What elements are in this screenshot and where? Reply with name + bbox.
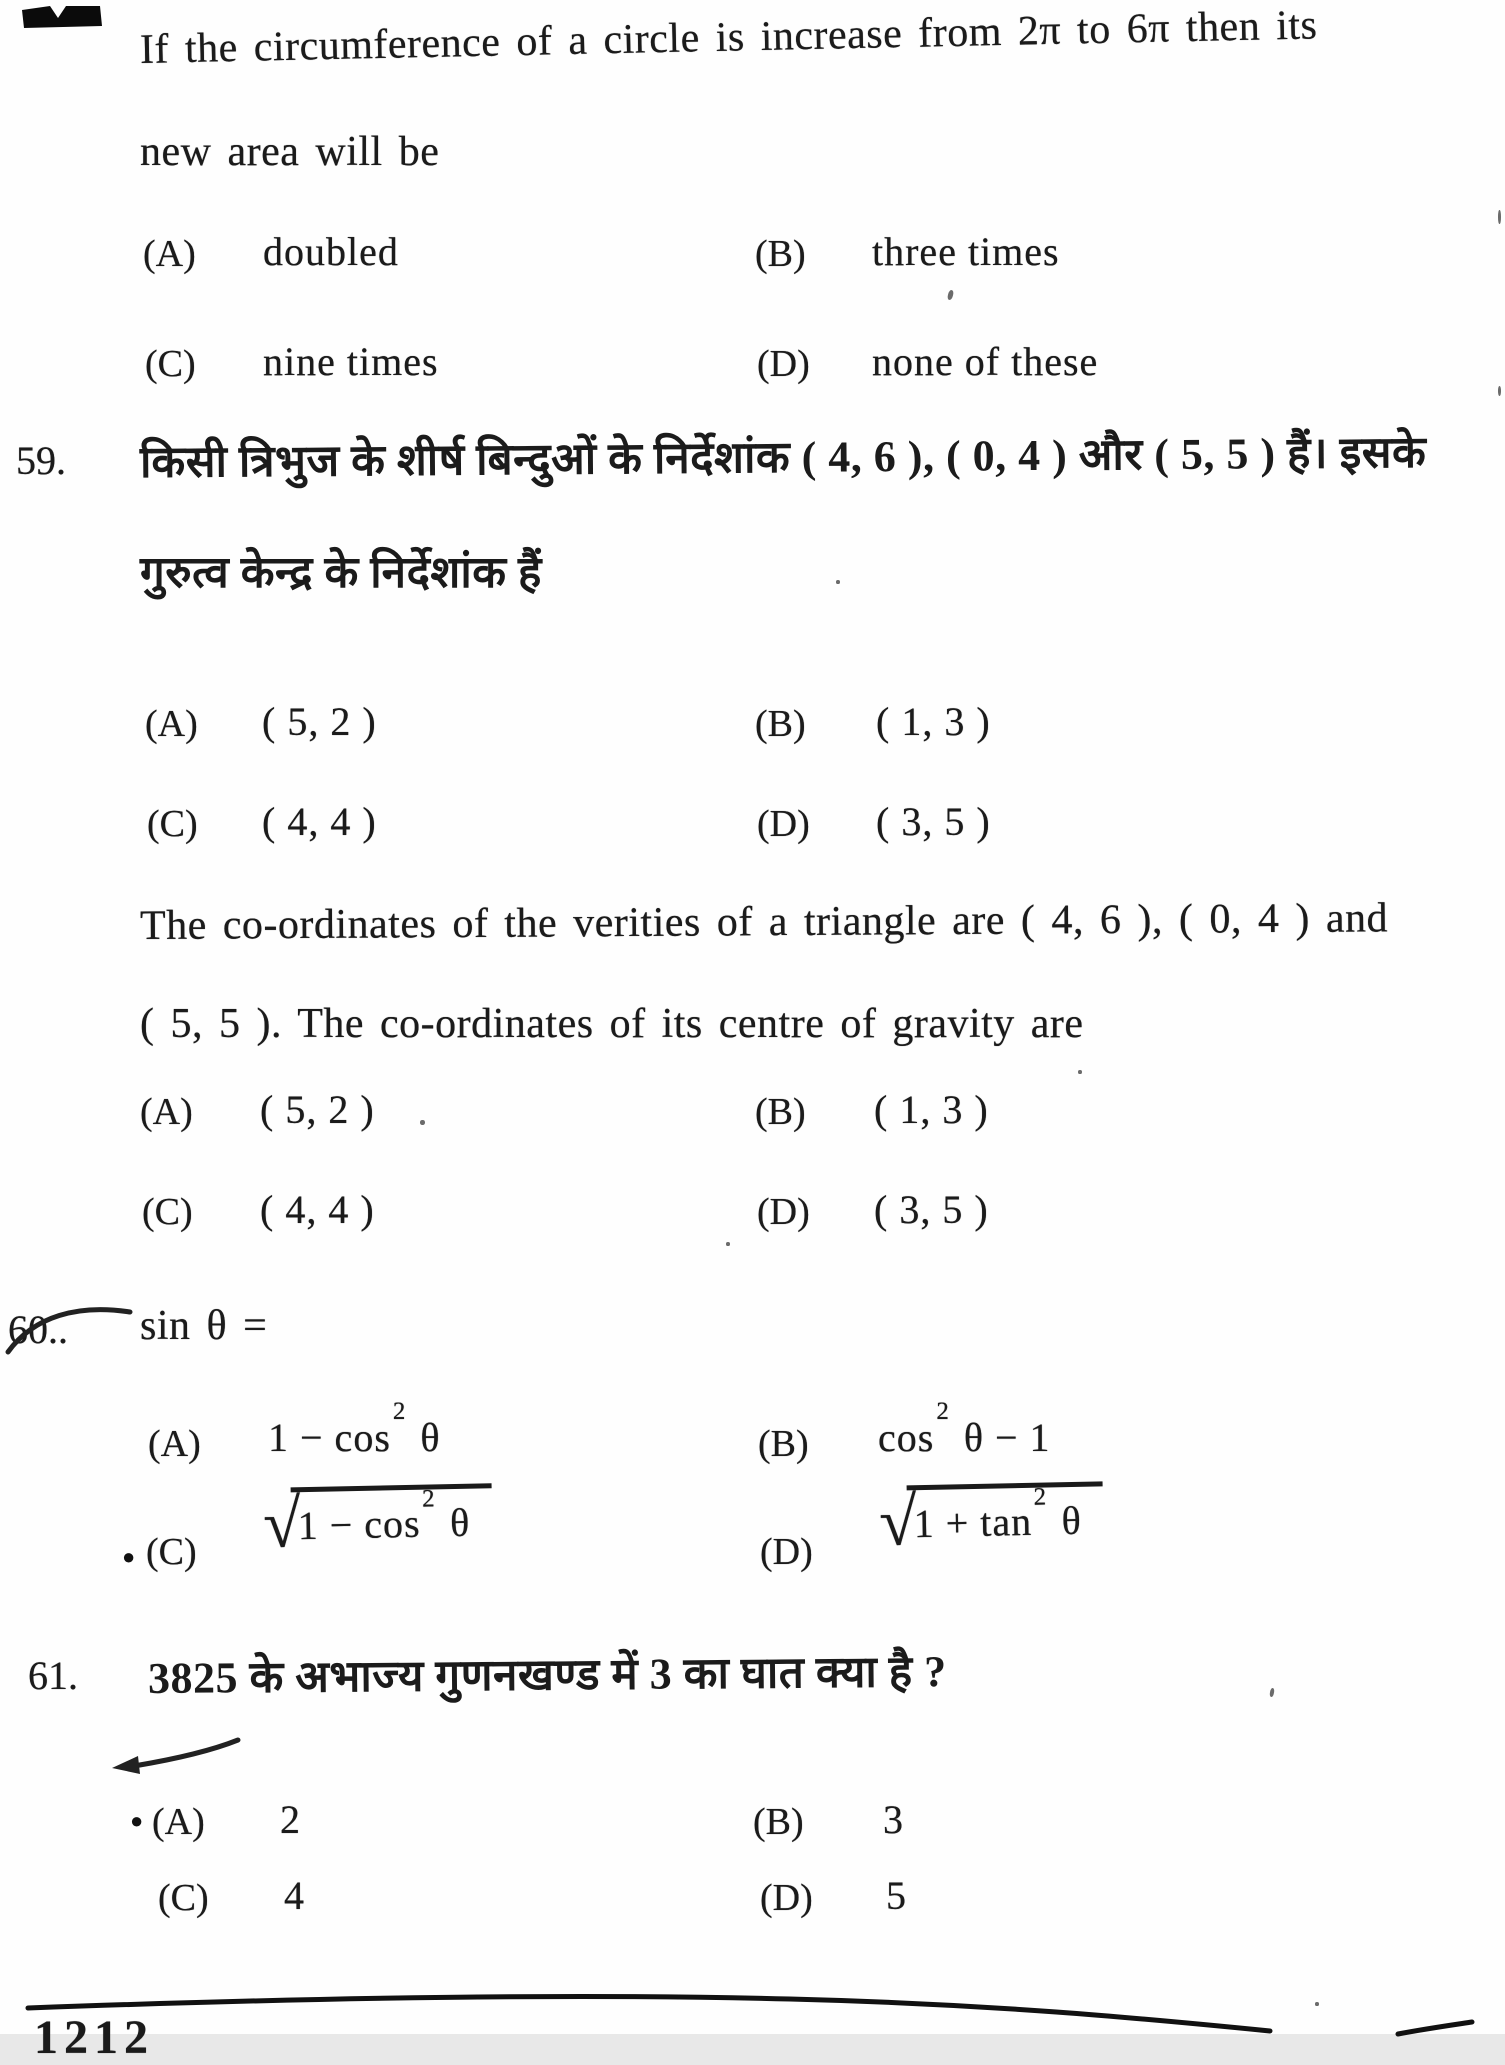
- q61-stem: 3825 के अभाज्य गुणनखण्ड में 3 का घात क्या है ?: [147, 1647, 947, 1703]
- q60-option-a-formula: $1 - \cos^2 \theta$: [268, 1397, 441, 1460]
- page-bottom-rule: [0, 1985, 1505, 2034]
- q58-option-a-label: (A): [143, 233, 196, 275]
- q59-hindi-option-a-label: (A): [145, 703, 198, 745]
- q59-number: 59.: [16, 438, 66, 483]
- q58-option-d-text: none of these: [872, 339, 1099, 384]
- q59-hindi-option-a-text: ( 5, 2 ): [262, 699, 377, 744]
- q58-option-b-text: three times: [872, 229, 1060, 274]
- q60-option-c-label: (C): [146, 1531, 197, 1573]
- q58-option-b-label: (B): [755, 233, 806, 275]
- footer-code: 1212: [34, 2011, 154, 2064]
- q60-option-b-label: (B): [758, 1423, 809, 1465]
- q61-option-d-text: 5: [886, 1873, 907, 1918]
- q60-option-c-pen-dot: ●: [122, 1544, 136, 1569]
- q58-option-a-text: doubled: [263, 229, 399, 274]
- ink-speck: [420, 1120, 425, 1125]
- ink-speck: [947, 290, 954, 301]
- q59-english-option-b-label: (B): [755, 1091, 806, 1133]
- q59-hindi-option-c-text: ( 4, 4 ): [262, 799, 377, 844]
- ink-speck: [726, 1242, 730, 1246]
- q60-option-b-formula: $\cos^2 \theta - 1$: [878, 1397, 1051, 1460]
- q59-english-option-b-text: ( 1, 3 ): [874, 1087, 989, 1132]
- q61-number: 61.: [28, 1653, 78, 1698]
- q59-english-option-c-label: (C): [142, 1191, 193, 1233]
- q61-option-a-pen-dot: ●: [130, 1808, 144, 1833]
- q59-hindi-option-d-label: (D): [757, 803, 810, 845]
- q58-option-c-text: nine times: [263, 339, 439, 384]
- ink-speck: [1498, 210, 1501, 224]
- q60-option-c-formula: √ $1 - \cos^2 \theta$: [264, 1488, 493, 1556]
- q59-hindi-option-c-label: (C): [147, 803, 198, 845]
- q59-hindi-option-b-label: (B): [755, 703, 806, 745]
- q60-option-d-label: (D): [760, 1531, 813, 1573]
- q61-option-b-label: (B): [753, 1801, 804, 1843]
- q59-english-line2: ( 5, 5 ). The co-ordinates of its centre of gravity are: [140, 1001, 1084, 1047]
- q58-stem-line1: If the circumference of a circle is increase from 2π to 6π then its: [139, 2, 1318, 73]
- ink-speck: [1315, 2002, 1319, 2006]
- q59-hindi-line2: गुरुत्व केन्द्र के निर्देशांक हैं: [140, 548, 542, 597]
- q58-option-d-label: (D): [757, 343, 810, 385]
- q59-hindi-option-b-text: ( 1, 3 ): [876, 699, 991, 744]
- q59-english-option-d-text: ( 3, 5 ): [874, 1187, 989, 1232]
- q61-option-d-label: (D): [760, 1877, 813, 1919]
- q59-hindi-line1: किसी त्रिभुज के शीर्ष बिन्दुओं के निर्देशांक ( 4, 6 ), ( 0, 4 ) और ( 5, 5 ) हैं। इसके: [139, 427, 1427, 487]
- q59-hindi-option-d-text: ( 3, 5 ): [876, 799, 991, 844]
- q60-stem: sin θ =: [140, 1303, 268, 1349]
- ink-speck: [836, 580, 840, 584]
- q61-option-c-text: 4: [284, 1873, 305, 1918]
- ink-speck: [1498, 386, 1501, 396]
- q59-english-option-c-text: ( 4, 4 ): [260, 1187, 375, 1232]
- pen-strike-mark: [0, 1290, 140, 1360]
- radical-sign: √: [262, 1485, 303, 1562]
- q59-english-option-a-text: ( 5, 2 ): [260, 1087, 375, 1132]
- corner-ink-mark: [16, 2, 112, 32]
- q61-option-c-label: (C): [158, 1877, 209, 1919]
- radical-sign: √: [878, 1483, 919, 1560]
- ink-speck: [1269, 1688, 1275, 1698]
- q61-option-a-text: 2: [280, 1797, 301, 1842]
- q60-number: 60..: [8, 1307, 68, 1352]
- q59-english-option-a-label: (A): [140, 1091, 193, 1133]
- q59-english-option-d-label: (D): [757, 1191, 810, 1233]
- ink-speck: [1078, 1070, 1082, 1074]
- q59-english-line1: The co-ordinates of the verities of a triangle are ( 4, 6 ), ( 0, 4 ) and: [139, 895, 1389, 949]
- q61-option-a-label: (A): [152, 1801, 205, 1843]
- q61-option-b-text: 3: [883, 1797, 904, 1842]
- q58-option-c-label: (C): [145, 343, 196, 385]
- q60-option-a-label: (A): [148, 1423, 201, 1465]
- pen-underline-arrow-mark: [108, 1730, 258, 1782]
- q60-option-d-formula: √ $1 + \tan^2 \theta$: [880, 1486, 1104, 1554]
- q58-stem-line2: new area will be: [140, 129, 440, 175]
